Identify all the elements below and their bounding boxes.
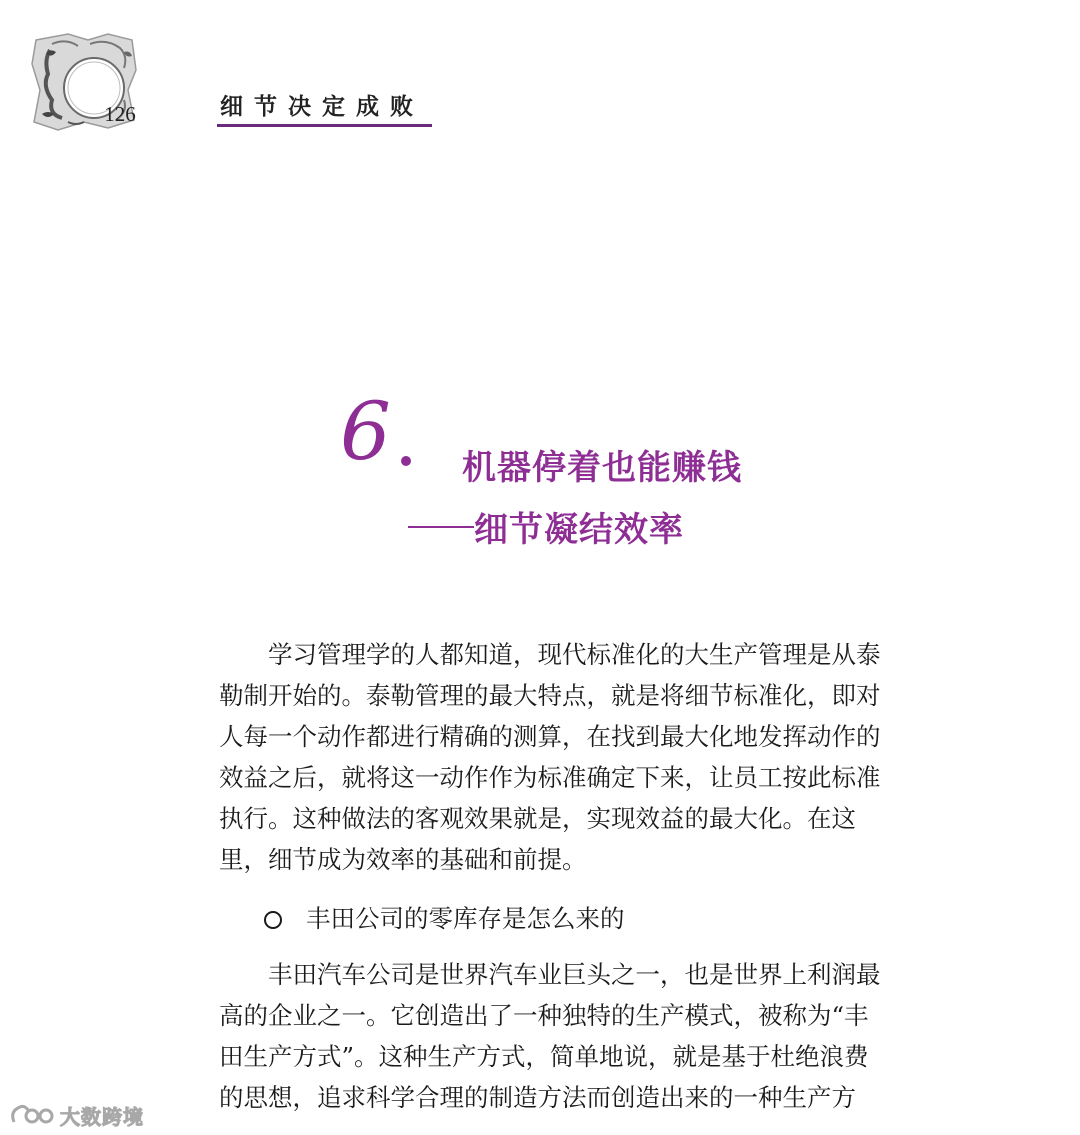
- chapter-number: 6: [340, 385, 391, 478]
- circle-bullet-icon: [264, 911, 282, 929]
- text-line: 高的企业之一。它创造出了一种独特的生产模式，被称为“丰: [219, 1001, 869, 1030]
- page-number-ornament: [28, 30, 140, 134]
- text-line: 效益之后，就将这一动作作为标准确定下来，让员工按此标准: [219, 763, 881, 792]
- text-line: 勒制开始的。泰勒管理的最大特点，就是将细节标准化，即对: [219, 681, 881, 710]
- text-line: 丰田汽车公司是世界汽车业巨头之一，也是世界上利润最: [268, 960, 881, 989]
- text-line: 人每一个动作都进行精确的测算，在找到最大化地发挥动作的: [219, 722, 881, 751]
- body-paragraph-1: [219, 634, 881, 880]
- text-line: 田生产方式”。这种生产方式，简单地说，就是基于杜绝浪费: [219, 1042, 869, 1071]
- chapter-subtitle: 细节凝结效率: [474, 510, 684, 550]
- page-number: 126: [104, 102, 136, 126]
- watermark-text: 大数跨境: [60, 1104, 144, 1129]
- chapter-number-dot: [401, 456, 411, 466]
- body-paragraph-2: [219, 954, 881, 1118]
- watermark-logo-icon: [8, 1102, 54, 1128]
- text-line: 执行。这种做法的客观效果就是，实现效益的最大化。在这: [219, 804, 856, 833]
- text-line: 的思想，追求科学合理的制造方法而创造出来的一种生产方: [219, 1083, 856, 1112]
- text-line: 里，细节成为效率的基础和前提。: [219, 845, 587, 874]
- section-heading: [264, 900, 625, 935]
- watermark: [8, 1100, 144, 1130]
- chapter-title: 机器停着也能赚钱: [462, 448, 742, 488]
- chapter-subtitle-dash: [408, 526, 474, 528]
- running-header: 细节决定成败: [220, 93, 424, 120]
- section-heading-text: 丰田公司的零库存是怎么来的: [306, 904, 625, 933]
- text-line: 学习管理学的人都知道，现代标准化的大生产管理是从泰: [268, 640, 881, 669]
- header-rule: [217, 124, 432, 127]
